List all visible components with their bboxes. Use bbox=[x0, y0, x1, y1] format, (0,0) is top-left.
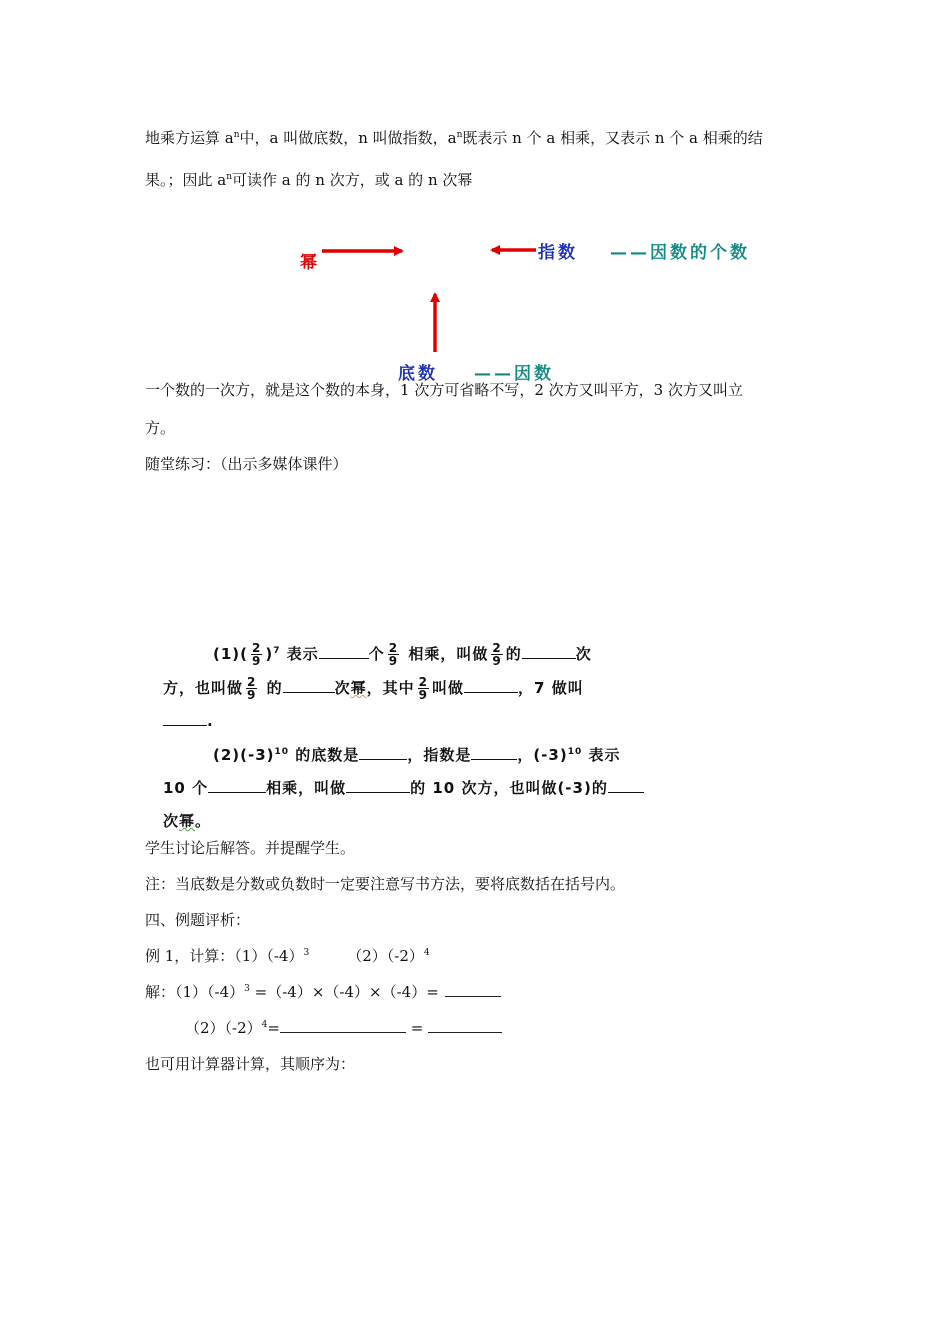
text: ，指数是 bbox=[407, 746, 472, 764]
text: 。 bbox=[195, 812, 212, 830]
text: . bbox=[207, 712, 214, 730]
text: 解：（1）（-4） bbox=[145, 983, 245, 1001]
text: ，7 做叫 bbox=[518, 679, 584, 697]
diagram-arrows bbox=[0, 0, 950, 400]
fraction: $\frac{2}{9}$ bbox=[492, 641, 502, 668]
calculator-line: 也可用计算器计算，其顺序为： bbox=[145, 1055, 356, 1073]
fraction: $\frac{2}{9}$ bbox=[388, 641, 399, 668]
answer-blank bbox=[428, 1018, 502, 1033]
superscript: 7 bbox=[273, 646, 281, 656]
answer-blank bbox=[346, 780, 410, 793]
first-power-line-2: 方。 bbox=[145, 419, 176, 437]
answer-blank bbox=[283, 680, 335, 693]
answer-blank bbox=[163, 713, 207, 726]
note-line: 注：当底数是分数或负数时一定要注意写书方法，要将底数括在括号内。 bbox=[145, 875, 626, 893]
text: 例 1，计算：（1）（-4） bbox=[145, 947, 304, 965]
fraction: $\frac{2}{9}$ bbox=[418, 675, 429, 702]
exponent-description: ——因数的个数 bbox=[610, 243, 750, 263]
solution-line-2 bbox=[185, 1018, 502, 1038]
text: =（-4）×（-4）×（-4）= bbox=[254, 983, 439, 1001]
superscript: 3 bbox=[303, 948, 310, 958]
text: ，其中 bbox=[366, 679, 415, 697]
section-heading: 四、例题评析： bbox=[145, 911, 251, 929]
text: 叫做 bbox=[432, 679, 465, 697]
text: (1)( bbox=[213, 645, 249, 663]
exercise-q1-line-3 bbox=[163, 712, 214, 730]
superscript: 4 bbox=[423, 948, 430, 958]
fraction: $\frac{2}{9}$ bbox=[247, 675, 257, 702]
answer-blank bbox=[608, 780, 644, 793]
text: 次 bbox=[334, 679, 351, 697]
text: 幂 bbox=[179, 812, 196, 830]
superscript: 3 bbox=[244, 984, 250, 994]
power-label: 幂 bbox=[300, 253, 320, 273]
text: = bbox=[267, 1019, 280, 1037]
answer-blank bbox=[319, 646, 369, 659]
superscript: 10 bbox=[274, 747, 290, 757]
superscript: 10 bbox=[567, 747, 583, 757]
text: （2）（-2） bbox=[347, 947, 424, 965]
exercise-q2-line-1 bbox=[213, 744, 620, 765]
text: 的 bbox=[505, 645, 522, 663]
text: 的 bbox=[266, 679, 283, 697]
exercise-q1-line-1: (1)( $\frac{2}{9}$ )$^7$ 表示 个 $\frac{2}{9}$ 相乘，叫做 $\frac{2}{9}$ 的 次 bbox=[213, 641, 592, 668]
answer-blank bbox=[280, 1018, 406, 1033]
text: 既表示 n 个 a 相乘，又表示 n 个 a 相乘的结 bbox=[462, 129, 763, 147]
text: 表示 bbox=[286, 645, 319, 663]
answer-blank bbox=[464, 680, 518, 693]
superscript: n bbox=[226, 172, 233, 182]
exercise-q1-line-2 bbox=[163, 676, 584, 701]
answer-blank bbox=[208, 780, 266, 793]
text: 的 10 次方，也叫做(-3)的 bbox=[410, 779, 608, 797]
practice-heading: 随堂练习：（出示多媒体课件） bbox=[145, 455, 348, 473]
text: 可读作 a 的 n 次方，或 a 的 n 次幂 bbox=[232, 171, 473, 189]
superscript: n bbox=[233, 130, 240, 140]
text: 果。；因此 a bbox=[145, 171, 227, 189]
text: 10 个 bbox=[163, 779, 209, 797]
exercise-q2-line-2 bbox=[163, 777, 644, 798]
solution-line-1 bbox=[145, 982, 501, 1002]
text: 地乘方运算 a bbox=[145, 129, 234, 147]
first-power-line-1: 一个数的一次方，就是这个数的本身，1 次方可省略不写，2 次方又叫平方，3 次方又叫立 bbox=[145, 381, 743, 399]
discussion-line: 学生讨论后解答。并提醒学生。 bbox=[145, 839, 356, 857]
text: 表示 bbox=[588, 746, 621, 764]
exponent-label: 指数 bbox=[538, 243, 578, 263]
text: ，(-3) bbox=[517, 746, 568, 764]
text: (2)(-3) bbox=[213, 746, 275, 764]
example-line bbox=[145, 946, 430, 966]
base-label: 底数 bbox=[398, 364, 438, 384]
superscript: 4 bbox=[261, 1020, 268, 1030]
text: 幂 bbox=[350, 679, 367, 697]
text: 个 bbox=[368, 645, 385, 663]
text: 次 bbox=[163, 812, 180, 830]
answer-blank bbox=[522, 646, 576, 659]
answer-blank bbox=[445, 982, 501, 997]
text: 中，a 叫做底数，n 叫做指数，a bbox=[239, 129, 457, 147]
text: 相乘，叫做 bbox=[408, 645, 489, 663]
superscript: n bbox=[456, 130, 463, 140]
fraction: $\frac{2}{9}$ bbox=[252, 641, 262, 668]
text: 方，也叫做 bbox=[163, 679, 244, 697]
base-description: ——因数 bbox=[474, 364, 554, 384]
answer-blank bbox=[471, 747, 517, 760]
text: 的底数是 bbox=[295, 746, 360, 764]
text: （2）（-2） bbox=[185, 1019, 262, 1037]
text: 次 bbox=[575, 645, 592, 663]
answer-blank bbox=[359, 747, 407, 760]
text: 相乘，叫做 bbox=[266, 779, 347, 797]
exercise-q2-line-3 bbox=[163, 810, 211, 831]
text: = bbox=[410, 1019, 424, 1037]
